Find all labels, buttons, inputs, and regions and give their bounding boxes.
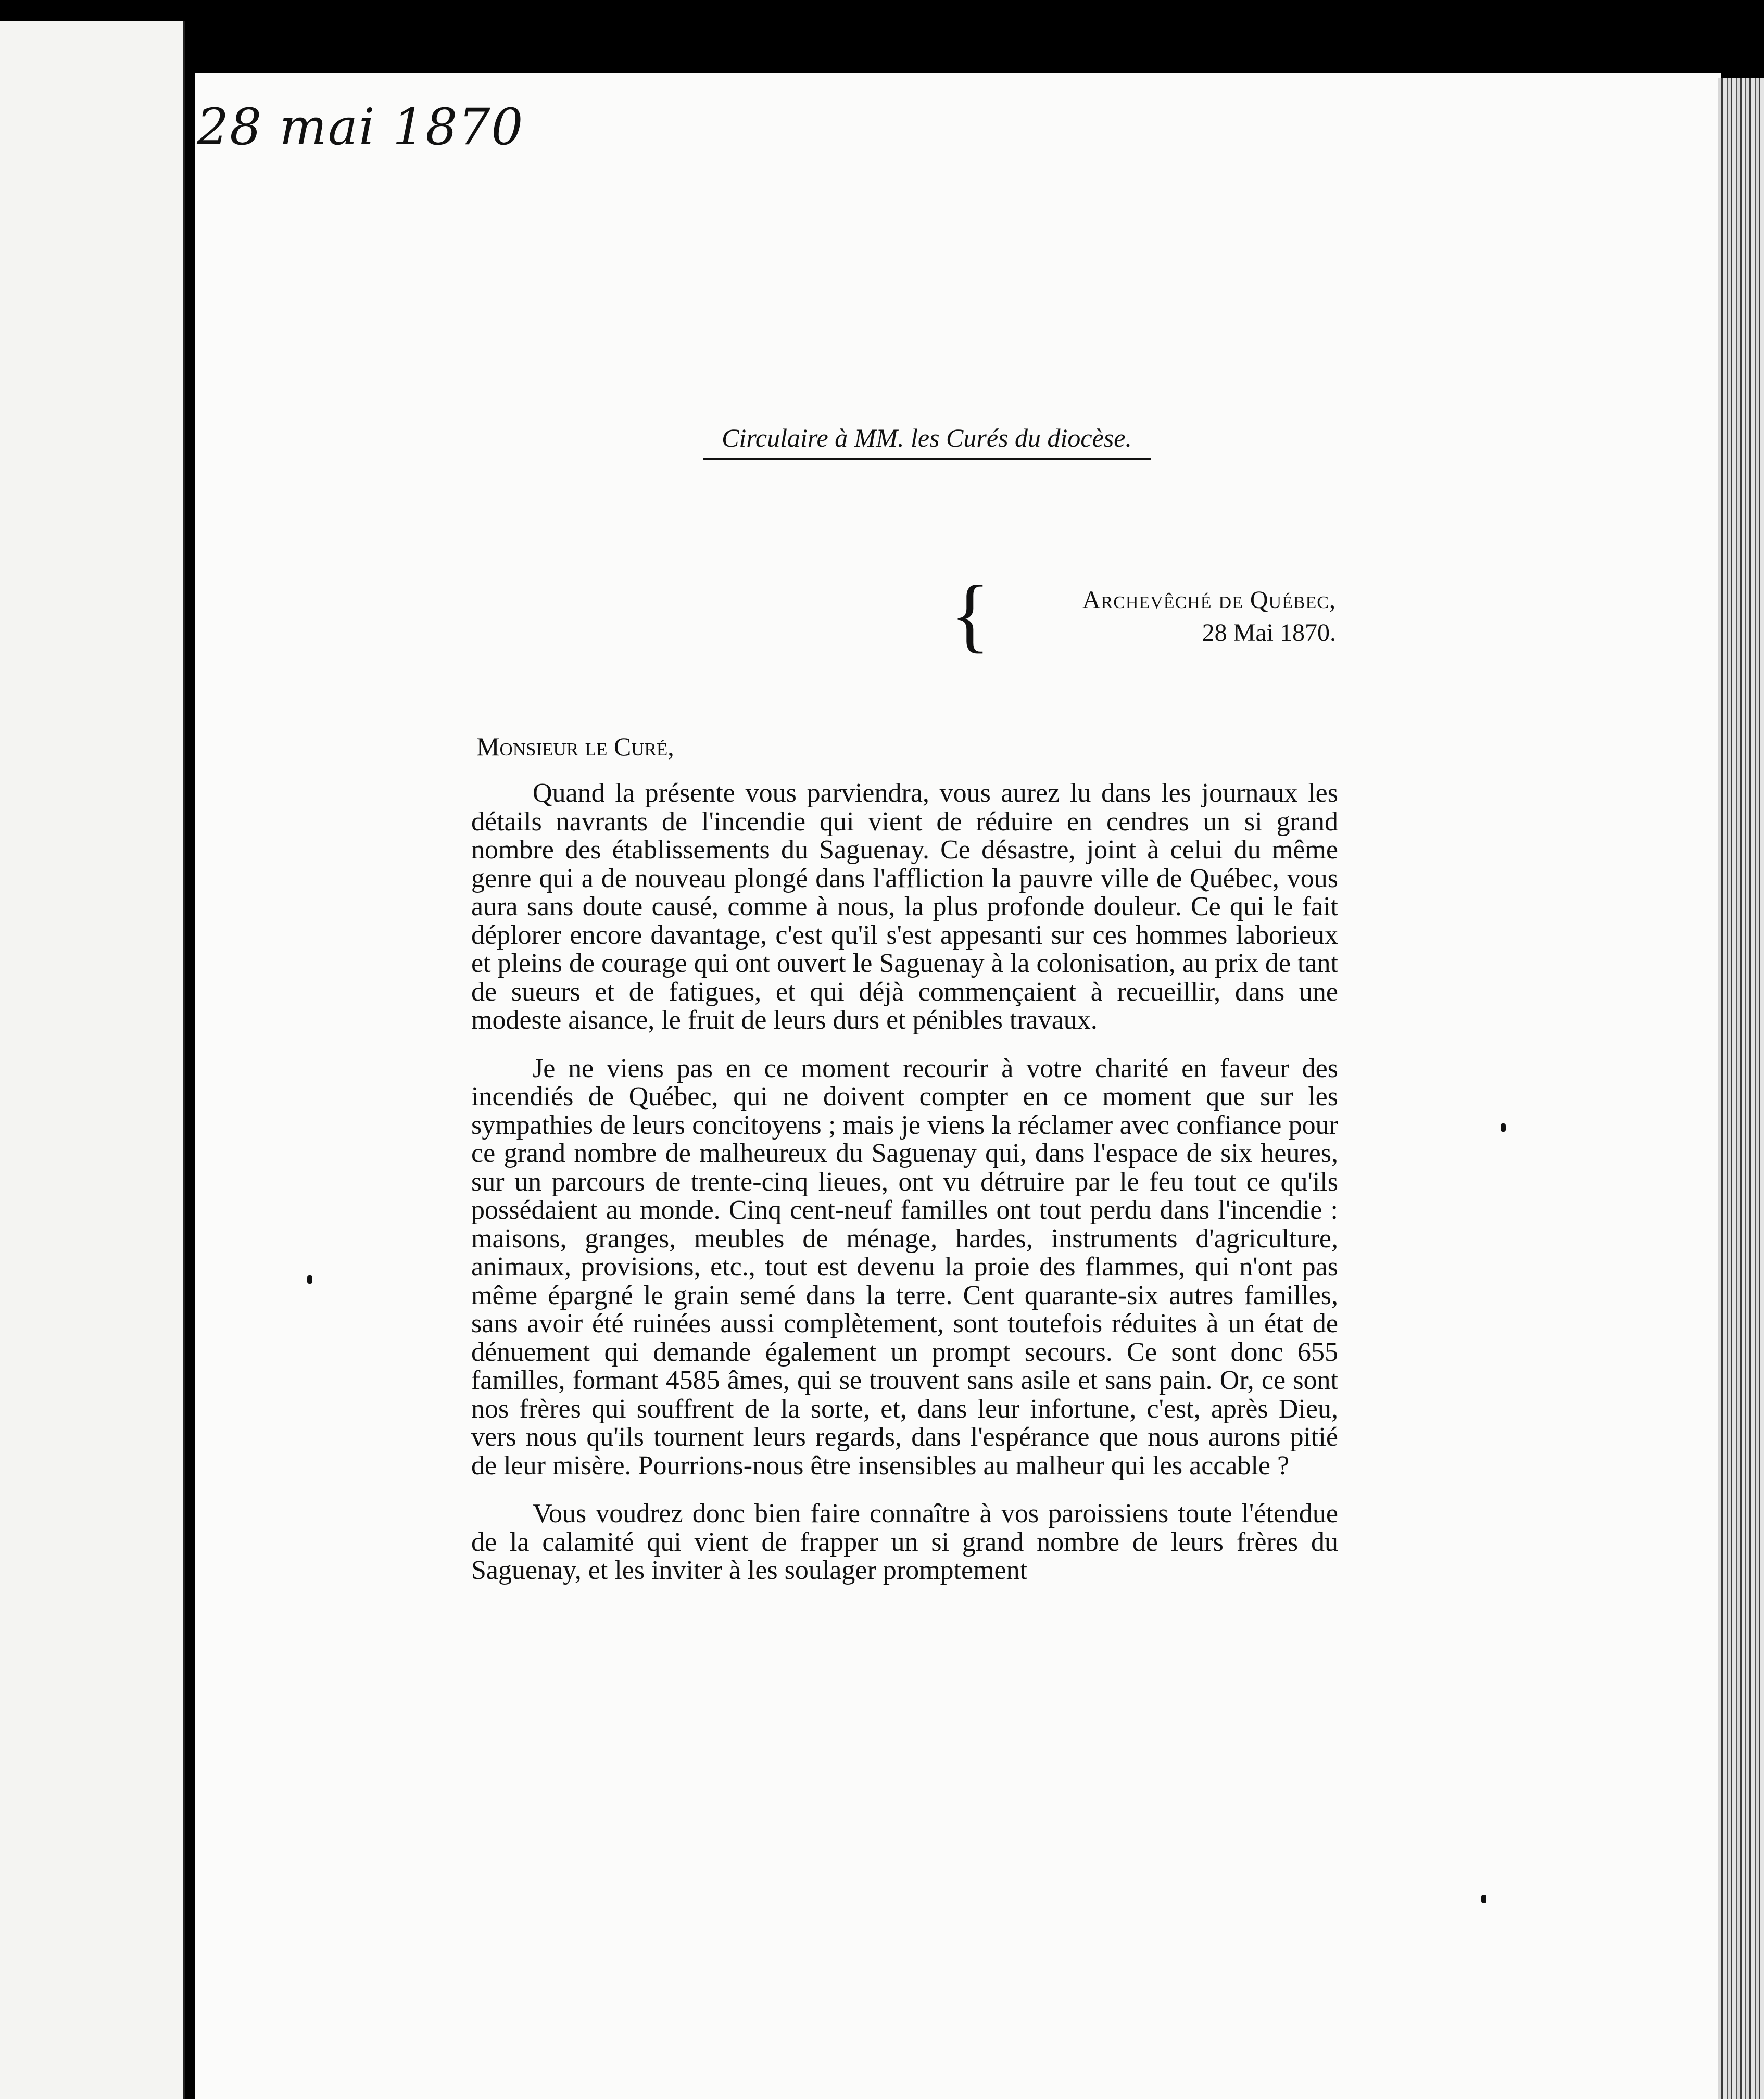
ink-speck <box>1481 1895 1486 1903</box>
paragraph-3: Vous voudrez donc bien faire connaître à vos paroissiens toute l'étendue de la calamité qui vient de frapper un si grand nombre de leurs frères du Saguenay, et les inviter à les soulager promptement <box>471 1499 1338 1585</box>
paragraph-1: Quand la présente vous parviendra, vous aurez lu dans les journaux les détails navrants de l'incendie qui vient de réduire en cendres un si grand nombre des établissements du Saguenay. Ce désastre, joint à celui du même genre qui a de nouveau plongé dans l'affliction la pauvre ville de Québec, vous aura sans doute causé, comme à nous, la plus profonde douleur. Ce qui le fait déplorer encore davantage, c'est qu'il s'est appesanti sur ces hommes laborieux et pleins de courage qui ont ouvert le Saguenay à la colonisation, au prix de tant de sueurs et de fatigues, et qui déjà commençaient à recueillir, dans une modeste aisance, le fruit de leurs durs et pénibles travaux. <box>471 778 1338 1035</box>
paragraph-2: Je ne viens pas en ce moment recourir à votre charité en faveur des incendiés de Québec, qui ne doivent compter en ce moment que sur les sympathies de leurs concitoyens ; mais je viens la réclamer avec confiance pour ce grand nombre de malheureux du Saguenay qui, dans l'espace de six heures, sur un parcours de trente-cinq lieues, ont vu détruire par le feu tout ce qu'ils possédaient au monde. Cinq cent-neuf familles ont tout perdu dans l'incendie : maisons, granges, meubles de ménage, hardes, instruments d'agriculture, animaux, provisions, etc., tout est devenu la proie des flammes, qui n'ont pas même épargné le grain semé dans la terre. Cent quarante-six autres familles, sans avoir été ruinées aussi complètement, sont toutefois réduites à un état de dénuement qui demande également un prompt secours. Ce sont donc 655 familles, formant 4585 âmes, qui se trouvent sans asile et sans pain. Or, ce sont nos frères qui souffrent de la sorte, et, dans leur infortune, c'est, après Dieu, vers nous qu'ils tournent leurs regards, dans l'espérance que nous aurons pitié de leur misère. Pourrions-nous être insensibles au malheur qui les accable ? <box>471 1053 1338 1481</box>
ink-speck <box>307 1275 312 1284</box>
circular-title: Circulaire à MM. les Curés du diocèse. <box>722 423 1132 452</box>
title-underline <box>703 458 1151 460</box>
dateline-date: 28 Mai 1870. <box>1202 619 1336 647</box>
facing-page-edge <box>0 21 185 2099</box>
salutation: Monsieur le Curé, <box>476 732 674 761</box>
page-stack-edge <box>1718 78 1764 2099</box>
letter-body <box>471 779 1338 1585</box>
dateline-brace: { <box>950 568 990 661</box>
handwritten-date-note: 28 mai 1870 <box>197 98 524 156</box>
ink-speck <box>1501 1123 1506 1132</box>
dateline-place: Archevêché de Québec, <box>1082 586 1336 614</box>
